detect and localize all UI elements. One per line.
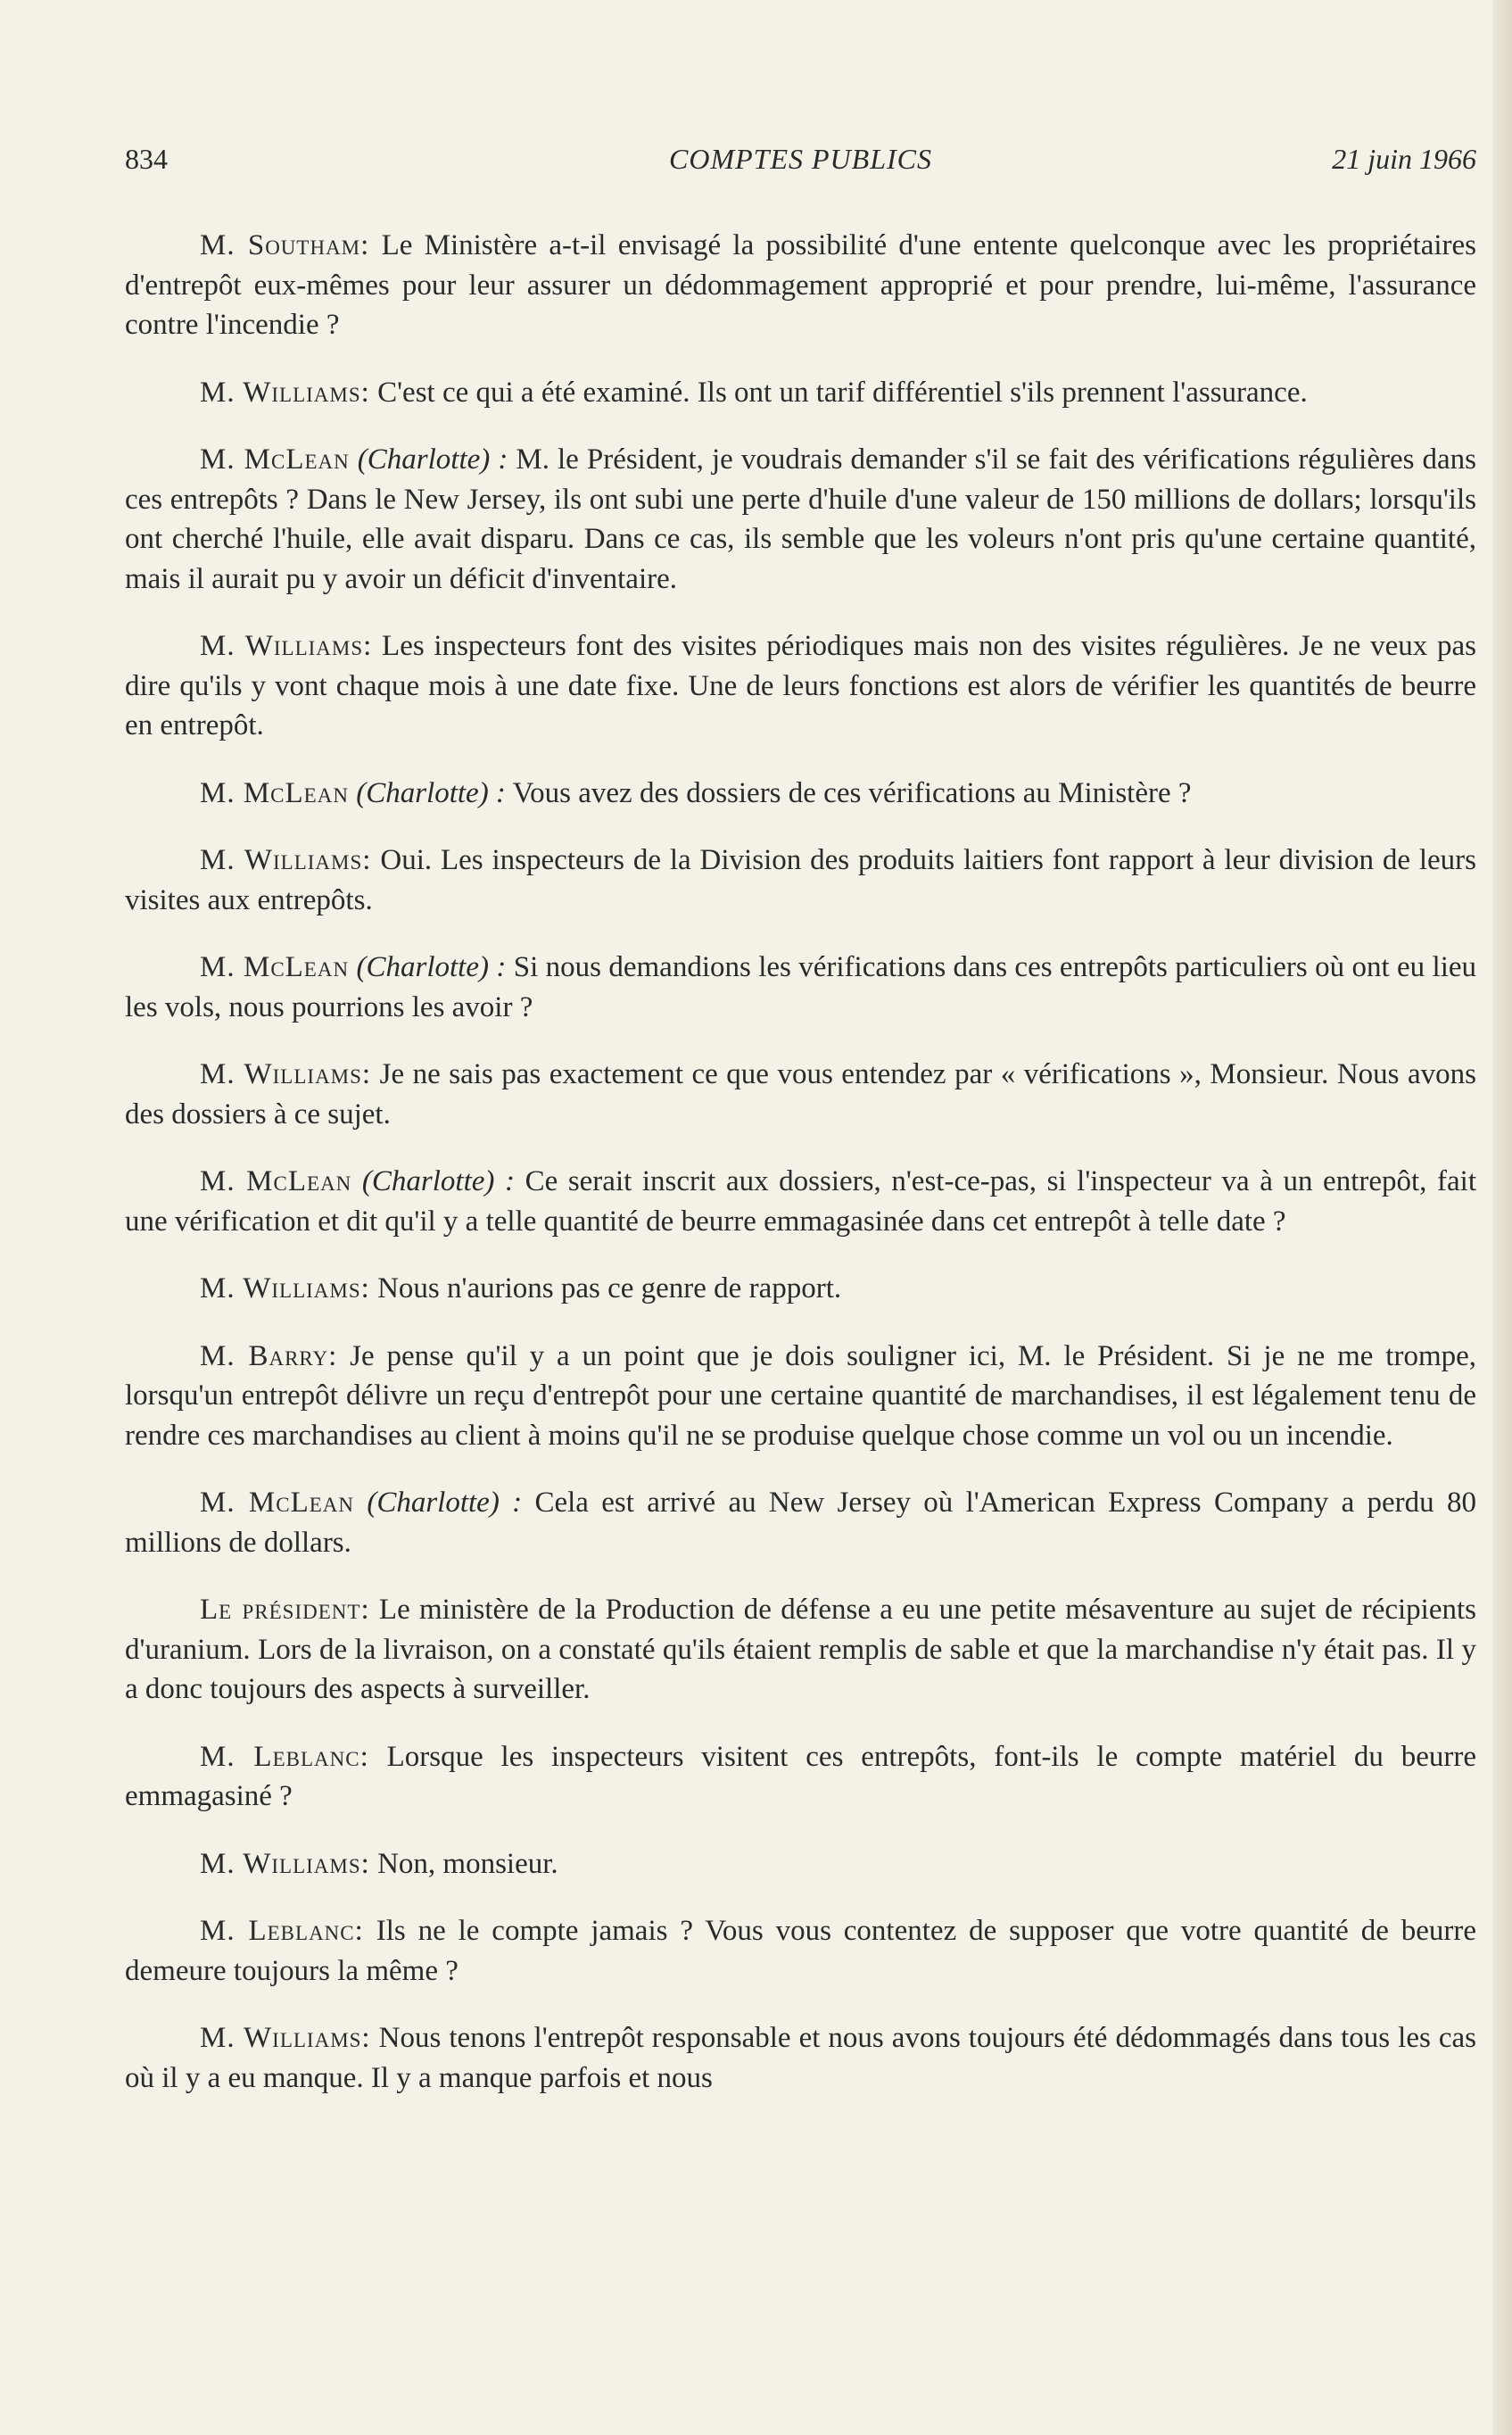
paragraph-text: Cela est arrivé au New Jersey où l'American Express Company a perdu 80 millions de dollars.: [125, 1487, 1476, 1559]
speaker-name: M. Leblanc:: [200, 1915, 364, 1947]
paragraph-text: M. le Président, je voudrais demander s'il se fait des vérifications régulières dans ces entrepôts ? Dans le New Jersey, ils ont subi une perte d'huile d'une valeur de 150 millions de dollars; lorsqu'ils ont cherché l'huile, elle avait disparu. Dans ce cas, ils semble que les voleurs n'ont pris qu'une certaine quantité, mais il aurait pu y avoir un déficit d'inventaire.: [125, 443, 1476, 595]
header-date: 21 juin 1966: [1332, 143, 1476, 175]
speaker-name: M. Williams:: [200, 630, 373, 662]
speaker-name: M. Williams:: [200, 1847, 370, 1880]
speaker-name: M. Williams:: [200, 376, 370, 409]
page-header: [125, 143, 1476, 186]
speaker-name: M. McLean: [200, 1165, 352, 1197]
speaker-name: M. Williams:: [200, 1272, 370, 1304]
transcript-paragraph: [125, 1483, 1476, 1562]
transcript-paragraph: [125, 2018, 1476, 2098]
paragraph-text: Ils ne le compte jamais ? Vous vous contentez de supposer que votre quantité de beurre demeure toujours la même ?: [125, 1915, 1477, 1987]
speaker-riding: (Charlotte) :: [356, 951, 507, 983]
transcript-paragraph: [125, 1055, 1476, 1134]
speaker-riding: (Charlotte) :: [356, 776, 506, 809]
speaker-name: M. Williams:: [200, 1058, 372, 1090]
paragraph-text: Nous tenons l'entrepôt responsable et nous avons toujours été dédommagés dans tous les cas où il y a eu manque. Il y a manque parfois et nous: [125, 2022, 1476, 2094]
transcript-paragraph: [125, 948, 1476, 1027]
paragraph-text: Lorsque les inspecteurs visitent ces entrepôts, font-ils le compte matériel du beurre emmagasiné ?: [125, 1740, 1477, 1812]
speaker-name: M. Southam:: [200, 229, 370, 261]
speaker-name: M. Williams:: [200, 2022, 371, 2054]
paragraph-text: Non, monsieur.: [377, 1847, 558, 1880]
speaker-name: M. McLean: [200, 1487, 355, 1519]
transcript-paragraph: [125, 1337, 1476, 1456]
transcript-paragraph: [125, 1911, 1476, 1991]
speaker-name: M. McLean: [200, 776, 349, 809]
transcript-paragraph: [125, 1162, 1476, 1241]
paragraph-text: Nous n'aurions pas ce genre de rapport.: [377, 1272, 842, 1304]
transcript-paragraph: [125, 1269, 1476, 1309]
transcript-paragraph: [125, 841, 1476, 920]
speaker-riding: (Charlotte) :: [361, 1165, 515, 1197]
speaker-name: M. Leblanc:: [200, 1740, 369, 1773]
transcript-paragraph: [125, 774, 1476, 814]
speaker-name: M. Williams:: [200, 844, 372, 876]
running-title: COMPTES PUBLICS: [669, 143, 932, 175]
paragraph-text: Ce serait inscrit aux dossiers, n'est-ce-pas, si l'inspecteur va à un entrepôt, fait une vérification et dit qu'il y a telle quantité de beurre emmagasinée dans cet entrepôt à telle date ?: [125, 1165, 1476, 1238]
transcript-paragraph: [125, 440, 1476, 599]
transcript-body: [125, 226, 1476, 2125]
paragraph-text: Oui. Les inspecteurs de la Division des produits laitiers font rapport à leur division de leurs visites aux entrepôts.: [125, 844, 1477, 916]
paragraph-text: Le Ministère a-t-il envisagé la possibilité d'une entente quelconque avec les propriétaires d'entrepôt eux-mêmes pour leur assurer un dédommagement approprié et pour prendre, lui-même, l'assurance contre l'incendie ?: [125, 229, 1476, 341]
transcript-paragraph: [125, 226, 1476, 345]
transcript-paragraph: [125, 373, 1476, 413]
page-number: 834: [125, 143, 168, 175]
paragraph-text: Je pense qu'il y a un point que je dois souligner ici, M. le Président. Si je ne me trompe, lorsqu'un entrepôt délivre un reçu d'entrepôt pour une certaine quantité de marchandises, il est légalement tenu de rendre ces marchandises au client à moins qu'il ne se produise quelque chose comme un vol ou un incendie.: [125, 1339, 1477, 1452]
transcript-paragraph: [125, 1590, 1476, 1710]
speaker-riding: (Charlotte) :: [357, 443, 508, 476]
transcript-paragraph: [125, 1844, 1476, 1884]
speaker-name: M. Barry:: [200, 1339, 338, 1372]
paragraph-text: C'est ce qui a été examiné. Ils ont un tarif différentiel s'ils prennent l'assurance.: [377, 376, 1308, 409]
speaker-name: Le président:: [200, 1594, 370, 1626]
paragraph-text: Les inspecteurs font des visites périodiques mais non des visites régulières. Je ne veux pas dire qu'ils y vont chaque mois à une date fixe. Une de leurs fonctions est alors de vérifier les quantités de beurre en entrepôt.: [125, 630, 1476, 741]
speaker-name: M. McLean: [200, 443, 350, 476]
paragraph-text: Le ministère de la Production de défense a eu une petite mésaventure au sujet de récipients d'uranium. Lors de la livraison, on a constaté qu'ils étaient remplis de sable et que la marchandise n'y était pas. Il y a donc toujours des aspects à surveiller.: [125, 1594, 1476, 1705]
paragraph-text: Vous avez des dossiers de ces vérifications au Ministère ?: [512, 776, 1192, 809]
paragraph-text: Si nous demandions les vérifications dans ces entrepôts particuliers où ont eu lieu les vols, nous pourrions les avoir ?: [125, 951, 1477, 1023]
speaker-riding: (Charlotte) :: [367, 1487, 523, 1519]
transcript-paragraph: [125, 1737, 1476, 1817]
speaker-name: M. McLean: [200, 951, 350, 983]
transcript-paragraph: [125, 626, 1476, 746]
page-binding-edge: [1492, 0, 1512, 2435]
paragraph-text: Je ne sais pas exactement ce que vous entendez par « vérifications », Monsieur. Nous avons des dossiers à ce sujet.: [125, 1058, 1477, 1131]
